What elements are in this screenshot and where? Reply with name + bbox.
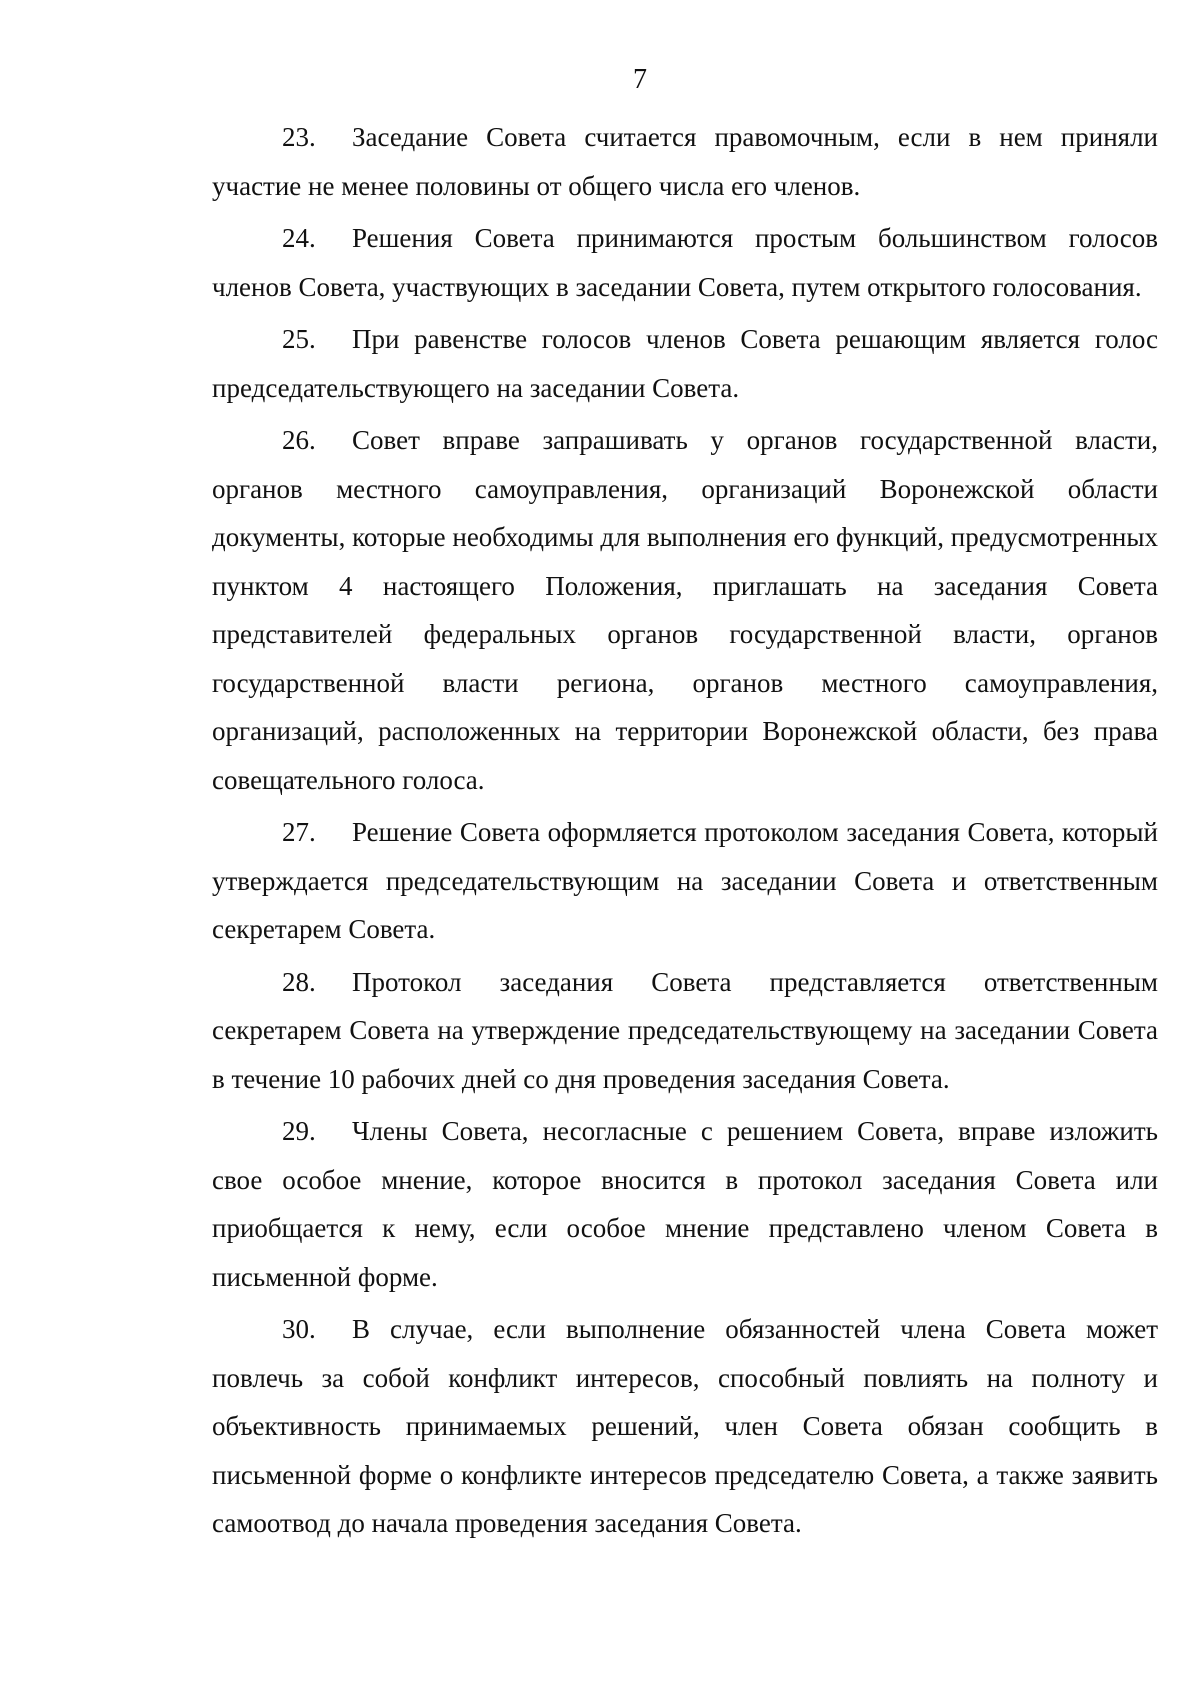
clause-text: Совет вправе запрашивать у органов государственной власти, органов местного самоуправления, организаций Воронежской области документы, которые необходимы для выполнения его функций, предусмотренных пунктом 4 настоящего Положения, приглашать на заседания Совета представителей федеральных органов государственной власти, органов государственной власти региона, органов местного самоуправления, организаций, расположенных на территории Воронежской области, без права совещательного голоса. xyxy=(212,425,1158,795)
clause-text: Решения Совета принимаются простым большинством голосов членов Совета, участвующих в заседании Совета, путем открытого голосования. xyxy=(212,223,1158,302)
clause-27 xyxy=(212,808,1158,954)
clause-text: В случае, если выполнение обязанностей члена Совета может повлечь за собой конфликт интересов, способный повлиять на полноту и объективность принимаемых решений, член Совета обязан сообщить в письменной форме о конфликте интересов председателю Совета, а также заявить самоотвод до начала проведения заседания Совета. xyxy=(212,1314,1158,1538)
clause-text: Члены Совета, несогласные с решением Совета, вправе изложить свое особое мнение, которое вносится в протокол заседания Совета или приобщается к нему, если особое мнение представлено членом Совета в письменной форме. xyxy=(212,1116,1158,1292)
clause-text: Решение Совета оформляется протоколом заседания Совета, который утверждается председательствующим на заседании Совета и ответственным секретарем Совета. xyxy=(212,817,1158,944)
clause-text: При равенстве голосов членов Совета решающим является голос председательствующего на заседании Совета. xyxy=(212,324,1158,403)
clause-26 xyxy=(212,416,1158,804)
clause-number: 24. xyxy=(282,223,316,253)
clause-30 xyxy=(212,1305,1158,1548)
clause-number: 23. xyxy=(282,122,316,152)
clause-text: Заседание Совета считается правомочным, если в нем приняли участие не менее половины от общего числа его членов. xyxy=(212,122,1158,201)
clause-25 xyxy=(212,315,1158,412)
clause-23 xyxy=(212,113,1158,210)
clause-28 xyxy=(212,958,1158,1104)
page-number: 7 xyxy=(633,64,647,95)
clause-number: 30. xyxy=(282,1314,316,1344)
clause-number: 27. xyxy=(282,817,316,847)
clause-number: 29. xyxy=(282,1116,316,1146)
clause-number: 28. xyxy=(282,966,316,997)
clause-29 xyxy=(212,1107,1158,1301)
document-body xyxy=(212,113,1158,1552)
clause-number: 25. xyxy=(282,324,316,354)
clause-text: Протокол заседания Совета представляется ответственным секретарем Совета на утверждение председательствующему на заседании Совета в течение 10 рабочих дней со дня проведения заседания Совета. xyxy=(212,966,1158,1094)
clause-number: 26. xyxy=(282,425,316,455)
clause-24 xyxy=(212,214,1158,311)
